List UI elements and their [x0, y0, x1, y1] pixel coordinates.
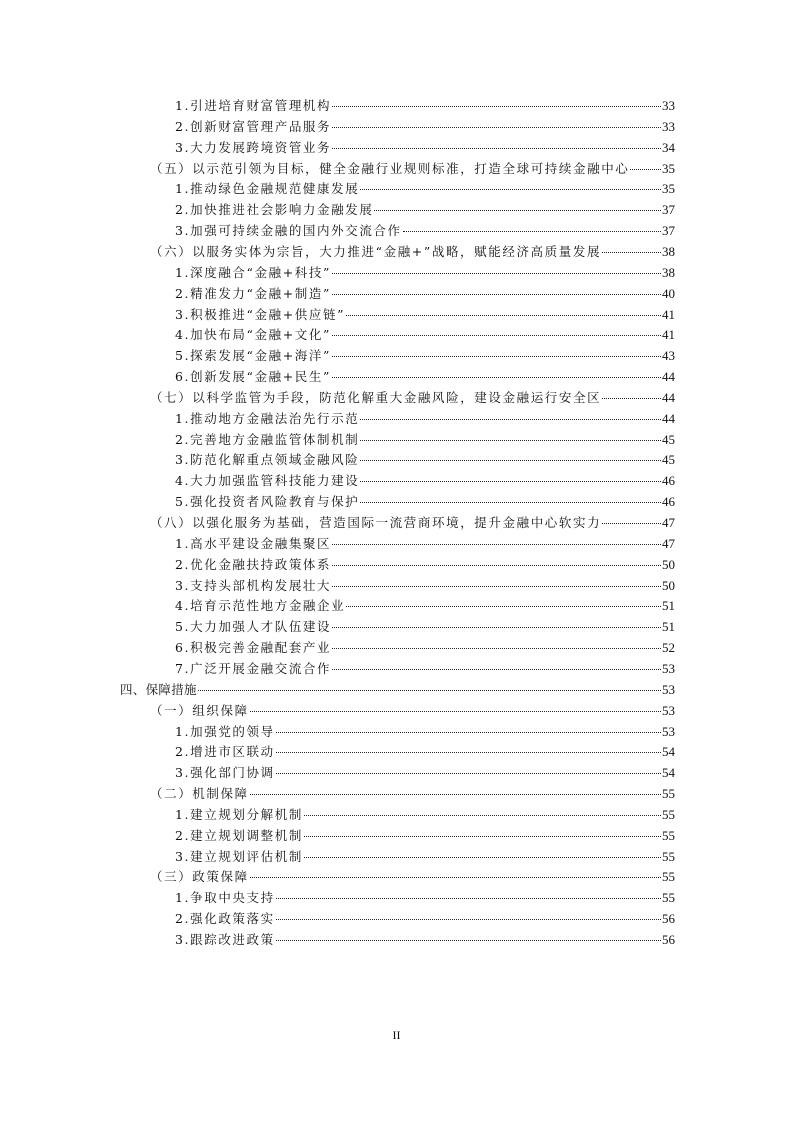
toc-entry-title: （七）以科学监管为手段，防范化解重大金融风险，建设金融运行安全区: [150, 389, 602, 405]
toc-dot-leader: [360, 502, 661, 503]
toc-entry-page: 50: [662, 556, 675, 572]
toc-entry-page: 46: [662, 473, 675, 489]
toc-dot-leader: [360, 189, 661, 190]
toc-entry-title: 3.大力发展跨境资管业务: [175, 139, 332, 155]
toc-entry-page: 45: [662, 452, 675, 468]
toc-dot-leader: [276, 898, 661, 899]
toc-entry-title: 7.广泛开展金融交流合作: [175, 660, 332, 676]
toc-entry[interactable]: [175, 909, 675, 930]
toc-entry-page: 53: [662, 660, 675, 676]
toc-entry-page: 53: [662, 723, 675, 739]
toc-entry[interactable]: [175, 722, 675, 743]
toc-entry-title: 4.大力加强监管科技能力建设: [175, 473, 360, 489]
toc-entry-page: 44: [662, 389, 675, 405]
toc-entry-page: 33: [662, 118, 675, 134]
toc-entry-title: 2.精准发力“金融+制造”: [175, 285, 331, 301]
toc-entry[interactable]: [175, 346, 675, 367]
toc-entry-page: 41: [662, 327, 675, 343]
toc-dot-leader: [332, 335, 661, 336]
toc-dot-leader: [250, 877, 661, 878]
toc-entry[interactable]: [175, 179, 675, 200]
toc-entry[interactable]: [175, 742, 675, 763]
toc-dot-leader: [360, 460, 661, 461]
toc-entry[interactable]: [120, 680, 675, 701]
toc-entry-page: 45: [662, 431, 675, 447]
toc-entry-title: 2.创新财富管理产品服务: [175, 118, 332, 134]
toc-dot-leader: [332, 294, 661, 295]
toc-entry-page: 44: [662, 369, 675, 385]
toc-dot-leader: [403, 231, 661, 232]
toc-entry-title: 1.引进培育财富管理机构: [175, 98, 332, 113]
toc-entry-page: 40: [662, 285, 675, 301]
toc-dot-leader: [332, 127, 661, 128]
toc-entry-page: 55: [662, 890, 675, 906]
toc-entry[interactable]: [175, 117, 675, 138]
toc-dot-leader: [346, 606, 661, 607]
toc-dot-leader: [332, 544, 661, 545]
toc-entry[interactable]: [175, 534, 675, 555]
toc-dot-leader: [332, 586, 661, 587]
toc-entry-page: 41: [662, 306, 675, 322]
toc-entry-page: 37: [662, 202, 675, 218]
toc-entry-page: 46: [662, 494, 675, 510]
toc-dot-leader: [602, 523, 661, 524]
toc-entry[interactable]: [150, 867, 675, 888]
toc-dot-leader: [374, 210, 661, 211]
toc-entry-page: 55: [662, 786, 675, 802]
toc-dot-leader: [360, 419, 661, 420]
toc-entry-title: （六）以服务实体为宗旨，大力推进“金融+”战略，赋能经济高质量发展: [150, 243, 602, 259]
toc-dot-leader: [250, 711, 661, 712]
toc-entry-title: 4.加快布局“金融+文化”: [175, 327, 331, 343]
toc-dot-leader: [332, 627, 661, 628]
toc-entry-title: 3.跟踪改进政策: [175, 932, 275, 947]
toc-entry-title: （三）政策保障: [150, 869, 249, 885]
toc-entry-title: 5.强化投资者风险教育与保护: [175, 494, 360, 510]
toc-dot-leader: [332, 106, 661, 107]
toc-entry-page: 34: [662, 139, 675, 155]
toc-entry-page: 47: [662, 515, 675, 530]
toc-entry-title: 3.支持头部机构发展壮大: [175, 577, 332, 593]
toc-entry[interactable]: [175, 847, 675, 868]
toc-entry-title: 6.积极完善金融配套产业: [175, 640, 332, 656]
toc-entry[interactable]: [175, 492, 675, 513]
toc-entry[interactable]: [175, 409, 675, 430]
toc-entry-page: 51: [662, 598, 675, 614]
toc-entry[interactable]: [175, 659, 675, 680]
toc-entry[interactable]: [175, 138, 675, 159]
toc-entry-page: 54: [662, 744, 675, 760]
toc-entry[interactable]: [175, 305, 675, 326]
toc-entry-page: 53: [662, 702, 675, 718]
toc-entry[interactable]: [175, 200, 675, 221]
toc-entry[interactable]: [175, 325, 675, 346]
toc-entry-title: （一）组织保障: [150, 702, 249, 718]
toc-entry-page: 50: [662, 577, 675, 593]
toc-entry-page: 56: [662, 911, 675, 927]
toc-entry-title: 1.推动地方金融法治先行示范: [175, 410, 360, 426]
toc-dot-leader: [276, 940, 661, 941]
toc-entry[interactable]: [175, 638, 675, 659]
toc-entry-page: 35: [662, 181, 675, 197]
toc-entry-page: 56: [662, 932, 675, 947]
toc-dot-leader: [332, 377, 661, 378]
toc-dot-leader: [346, 315, 661, 316]
toc-entry-page: 47: [662, 535, 675, 551]
toc-dot-leader: [332, 669, 661, 670]
toc-entry-page: 35: [662, 160, 675, 176]
toc-dot-leader: [250, 794, 661, 795]
toc-entry[interactable]: [175, 430, 675, 451]
toc-entry-title: 四、保障措施: [120, 681, 197, 697]
toc-entry-page: 54: [662, 765, 675, 781]
toc-entry[interactable]: [175, 221, 675, 242]
toc-dot-leader: [304, 815, 661, 816]
toc-entry[interactable]: [175, 930, 675, 951]
toc-entry-page: 55: [662, 848, 675, 864]
toc-entry-title: 1.高水平建设金融集聚区: [175, 535, 332, 551]
toc-entry[interactable]: [150, 159, 675, 180]
toc-entry-page: 51: [662, 619, 675, 635]
toc-entry-title: 5.大力加强人才队伍建设: [175, 619, 332, 635]
toc-entry-title: 4.培育示范性地方金融企业: [175, 598, 346, 614]
toc-entry-title: 2.增进市区联动: [175, 744, 275, 760]
toc-entry-title: 3.防范化解重点领域金融风险: [175, 452, 360, 468]
toc-entry-title: 6.创新发展“金融+民生”: [175, 369, 331, 385]
toc-entry-title: （二）机制保障: [150, 786, 249, 802]
toc-dot-leader: [332, 148, 661, 149]
toc-entry-title: 1.建立规划分解机制: [175, 806, 303, 822]
toc-entry-title: 3.积极推进“金融+供应链”: [175, 306, 346, 322]
toc-dot-leader: [332, 565, 661, 566]
toc-entry[interactable]: [175, 805, 675, 826]
toc-dot-leader: [276, 919, 661, 920]
toc-dot-leader: [276, 732, 661, 733]
toc-entry[interactable]: [175, 763, 675, 784]
toc-dot-leader: [304, 836, 661, 837]
toc-entry-title: 1.推动绿色金融规范健康发展: [175, 181, 360, 197]
toc-entry[interactable]: [150, 784, 675, 805]
toc-entry[interactable]: [175, 617, 675, 638]
toc-entry-title: 1.加强党的领导: [175, 723, 275, 739]
toc-entry-page: 55: [662, 827, 675, 843]
toc-entry-title: 5.探索发展“金融+海洋”: [175, 348, 331, 364]
toc-entry[interactable]: [175, 450, 675, 471]
toc-entry[interactable]: [175, 826, 675, 847]
toc-entry-title: 2.建立规划调整机制: [175, 827, 303, 843]
toc-dot-leader: [630, 169, 661, 170]
toc-entry-title: 3.加强可持续金融的国内外交流合作: [175, 223, 402, 239]
toc-entry[interactable]: [175, 596, 675, 617]
toc-entry-title: 2.强化政策落实: [175, 911, 275, 927]
toc-entry-title: 3.强化部门协调: [175, 765, 275, 781]
toc-entry-page: 37: [662, 223, 675, 239]
toc-entry-title: 2.加快推进社会影响力金融发展: [175, 202, 374, 218]
toc-entry-title: 1.深度融合“金融+科技”: [175, 264, 331, 280]
toc-entry[interactable]: [150, 388, 675, 409]
toc-entry-title: 1.争取中央支持: [175, 890, 275, 906]
toc-dot-leader: [360, 440, 661, 441]
toc-entry[interactable]: [175, 96, 675, 117]
toc-dot-leader: [602, 252, 661, 253]
toc-entry-title: （八）以强化服务为基础，营造国际一流营商环境，提升金融中心软实力: [150, 515, 602, 530]
toc-entry[interactable]: [175, 555, 675, 576]
toc-entry[interactable]: [150, 242, 675, 263]
toc-entry[interactable]: [150, 701, 675, 722]
toc-dot-leader: [304, 857, 661, 858]
toc-entry-page: 53: [662, 681, 675, 697]
toc-dot-leader: [332, 648, 661, 649]
toc-entry-page: 38: [662, 243, 675, 259]
toc-entry[interactable]: [175, 888, 675, 909]
toc-dot-leader: [332, 273, 661, 274]
toc-entry-page: 33: [662, 98, 675, 113]
toc-entry[interactable]: [175, 576, 675, 597]
toc-dot-leader: [360, 481, 661, 482]
toc-entry-title: （五）以示范引领为目标，健全金融行业规则标准，打造全球可持续金融中心: [150, 160, 630, 176]
toc-entry-page: 55: [662, 869, 675, 885]
toc-entry-page: 55: [662, 806, 675, 822]
toc-entry-title: 3.建立规划评估机制: [175, 848, 303, 864]
toc-entry[interactable]: [175, 263, 675, 284]
toc-dot-leader: [276, 752, 661, 753]
toc-entry-page: 44: [662, 410, 675, 426]
toc-entry[interactable]: [150, 513, 675, 534]
toc-entry[interactable]: [175, 471, 675, 492]
toc-dot-leader: [332, 356, 661, 357]
toc-dot-leader: [602, 398, 661, 399]
toc-entry-title: 2.优化金融扶持政策体系: [175, 556, 332, 572]
toc-entry-page: 52: [662, 640, 675, 656]
toc-entry-page: 38: [662, 264, 675, 280]
page-number: II: [392, 1028, 401, 1042]
toc-entry[interactable]: [175, 367, 675, 388]
toc-dot-leader: [198, 690, 661, 691]
toc-entry[interactable]: [175, 284, 675, 305]
toc-entry-page: 43: [662, 348, 675, 364]
toc-dot-leader: [276, 773, 661, 774]
toc-entry-title: 2.完善地方金融监管体制机制: [175, 431, 360, 447]
